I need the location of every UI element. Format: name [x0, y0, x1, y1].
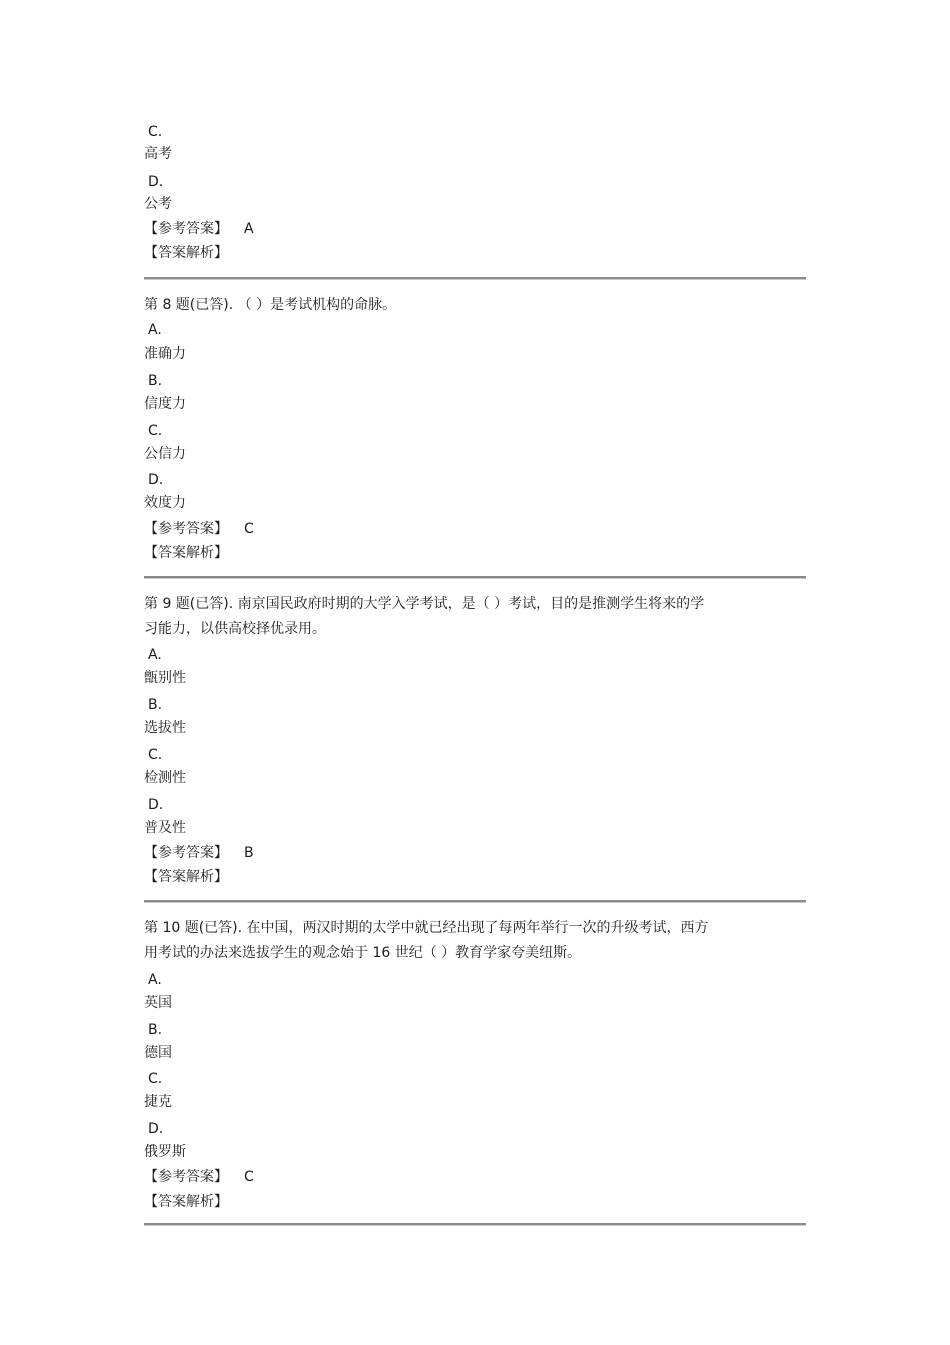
option-b-letter: B.	[148, 373, 163, 389]
answer-value: C	[244, 1169, 254, 1185]
answer-label: 【参考答案】	[144, 1169, 228, 1185]
answer-value: A	[244, 221, 254, 237]
option-a-letter: A.	[148, 322, 162, 338]
answer-analysis-label: 【答案解析】	[144, 1194, 228, 1210]
question-divider	[144, 1223, 806, 1226]
option-c-letter: C.	[148, 747, 163, 763]
answer-value: B	[244, 845, 254, 861]
answer-value: C	[244, 521, 254, 537]
answer-analysis-label: 【答案解析】	[144, 545, 228, 561]
option-d-text: 普及性	[144, 820, 186, 836]
option-a-text: 英国	[144, 995, 172, 1011]
option-a-text: 甑别性	[144, 670, 186, 686]
reference-answer	[144, 220, 254, 238]
question-divider	[144, 576, 806, 579]
option-d-letter: D.	[148, 174, 164, 190]
reference-answer	[144, 520, 254, 538]
answer-label: 【参考答案】	[144, 845, 228, 861]
option-b-letter: B.	[148, 1022, 163, 1038]
option-d-text: 俄罗斯	[144, 1144, 186, 1160]
question-divider	[144, 277, 806, 280]
answer-label: 【参考答案】	[144, 521, 228, 537]
option-c-text: 检测性	[144, 770, 186, 786]
question-header: 第 8 题(已答). （ ）是考试机构的命脉。	[144, 297, 397, 313]
answer-label: 【参考答案】	[144, 221, 228, 237]
reference-answer	[144, 1168, 254, 1186]
option-d-text: 效度力	[144, 495, 186, 511]
option-c-letter: C.	[148, 1071, 163, 1087]
option-a-letter: A.	[148, 972, 162, 988]
option-b-letter: B.	[148, 697, 163, 713]
option-a-letter: A.	[148, 647, 162, 663]
option-b-text: 选拔性	[144, 720, 186, 736]
option-c-text: 捷克	[144, 1094, 172, 1110]
option-b-text: 德国	[144, 1045, 172, 1061]
option-a-text: 准确力	[144, 346, 186, 362]
question-header-line2: 习能力，以供高校择优录用。	[144, 621, 326, 637]
option-b-text: 信度力	[144, 396, 186, 412]
question-divider	[144, 900, 806, 903]
question-header: 第 10 题(已答). 在中国，两汉时期的太学中就已经出现了每两年举行一次的升级考试，西方	[144, 920, 709, 936]
option-d-letter: D.	[148, 797, 164, 813]
option-d-text: 公考	[144, 196, 172, 212]
answer-analysis-label: 【答案解析】	[144, 869, 228, 885]
option-c-letter: C.	[148, 423, 163, 439]
question-header-line2: 用考试的办法来选拔学生的观念始于 16 世纪（ ）教育学家夸美纽斯。	[144, 945, 582, 961]
option-d-letter: D.	[148, 472, 164, 488]
answer-analysis-label: 【答案解析】	[144, 245, 228, 261]
option-d-letter: D.	[148, 1121, 164, 1137]
reference-answer	[144, 844, 254, 862]
option-c-text: 公信力	[144, 446, 186, 462]
question-header: 第 9 题(已答). 南京国民政府时期的大学入学考试，是（ ）考试，目的是推测学生将来的学	[144, 596, 705, 612]
option-c-text: 高考	[144, 146, 172, 162]
option-c-letter: C.	[148, 124, 163, 140]
